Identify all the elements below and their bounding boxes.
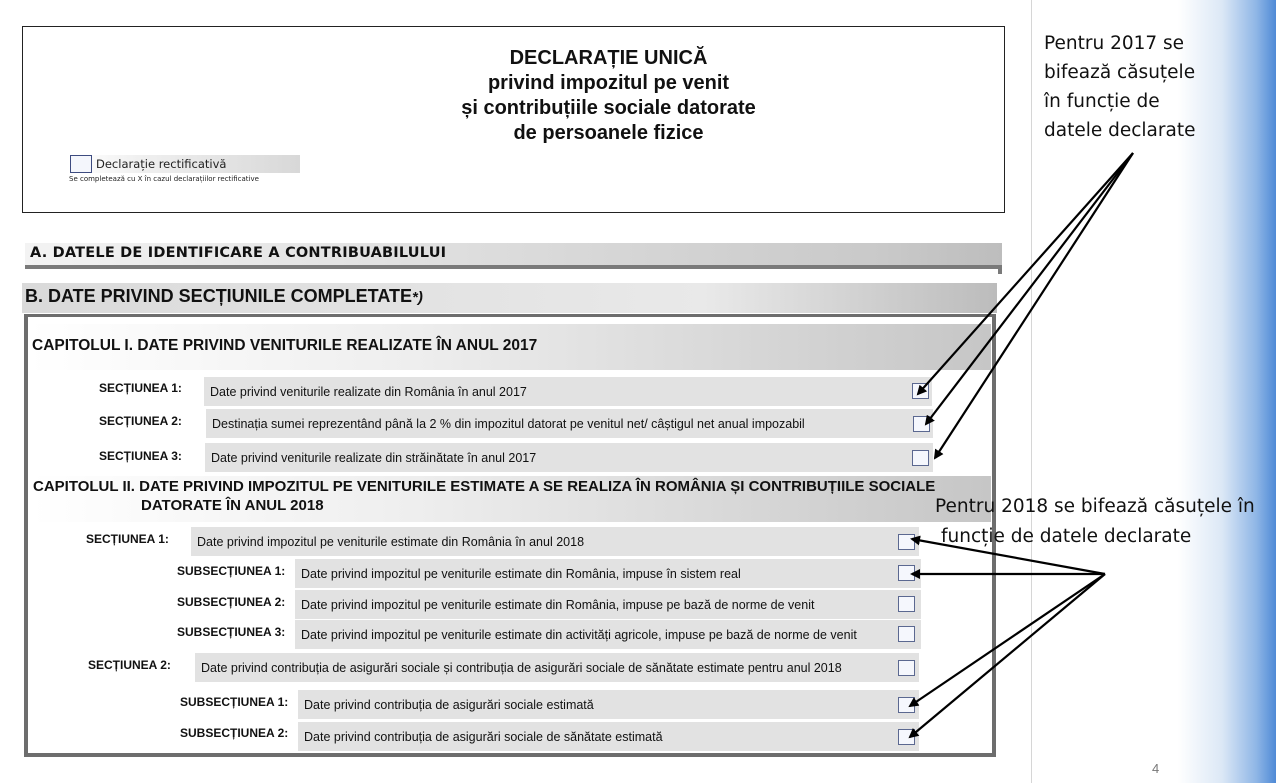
ch2-s2-subsection-1-text: Date privind contribuția de asigurări sociale estimată bbox=[298, 690, 919, 719]
rectificativa-checkbox[interactable] bbox=[70, 155, 92, 173]
annotation-2017-line4: datele declarate bbox=[1044, 120, 1196, 141]
chapter-2-title-line1: CAPITOLUL II. DATE PRIVIND IMPOZITUL PE VENITURILE ESTIMATE A SE REALIZA ÎN ROMÂNIA ȘI CONTRIBUȚIILE SOCIALE bbox=[33, 478, 936, 495]
ch1-section-3-text: Date privind veniturile realizate din străinătate în anul 2017 bbox=[205, 443, 933, 472]
ch1-section-3-checkbox[interactable] bbox=[912, 450, 929, 466]
rectificativa-row bbox=[70, 155, 300, 173]
chapter-1-heading: CAPITOLUL I. DATE PRIVIND VENITURILE REALIZATE ÎN ANUL 2017 bbox=[29, 324, 991, 370]
ch1-section-1-label: SECȚIUNEA 1: bbox=[99, 381, 182, 395]
annotation-2017 bbox=[1044, 29, 1244, 145]
annotation-2017-line3: în funcție de bbox=[1044, 91, 1160, 112]
document-title: DECLARAȚIE UNICĂ bbox=[509, 47, 708, 69]
ch1-section-2-checkbox[interactable] bbox=[913, 416, 930, 432]
section-b-title: B. DATE PRIVIND SECȚIUNILE COMPLETATE bbox=[25, 286, 413, 306]
annotation-2018-line2: funcție de datele declarate bbox=[941, 526, 1192, 547]
ch2-subsection-1-checkbox[interactable] bbox=[898, 565, 915, 581]
ch2-section-2-text: Date privind contribuția de asigurări sociale și contribuția de asigurări sociale de sănătate estimate pentru anul 2018 bbox=[195, 653, 919, 682]
section-b-heading bbox=[22, 283, 997, 313]
annotation-2018 bbox=[935, 492, 1275, 552]
ch2-s2-subsection-2-text: Date privind contribuția de asigurări sociale de sănătate estimată bbox=[298, 722, 919, 751]
annotation-2018-line1: Pentru 2018 se bifează căsuțele în bbox=[935, 496, 1255, 517]
slide-divider-line bbox=[1031, 0, 1032, 783]
ch2-section-2-label: SECȚIUNEA 2: bbox=[88, 658, 171, 672]
ch2-s2-subsection-1-label: SUBSECȚIUNEA 1: bbox=[180, 695, 289, 709]
ch1-section-1-checkbox[interactable] bbox=[912, 383, 929, 399]
ch1-section-2-text: Destinația sumei reprezentând până la 2 % din impozitul datorat pe venitul net/ câștigul net anual impozabil bbox=[206, 409, 933, 438]
ch2-subsection-1-text: Date privind impozitul pe veniturile estimate din România, impuse în sistem real bbox=[295, 559, 921, 588]
section-a-underline bbox=[25, 265, 1002, 269]
ch2-section-1-checkbox[interactable] bbox=[898, 534, 915, 550]
chapter-2-title-line2: DATORATE ÎN ANUL 2018 bbox=[141, 497, 324, 514]
chapter-2-heading bbox=[31, 476, 991, 522]
ch2-subsection-3-text: Date privind impozitul pe veniturile estimate din activități agricole, impuse pe bază de norme de venit bbox=[295, 620, 921, 649]
section-a-corner bbox=[998, 265, 1002, 274]
declaration-title-box bbox=[22, 26, 1005, 213]
ch1-section-3-label: SECȚIUNEA 3: bbox=[99, 449, 182, 463]
ch1-section-1-text: Date privind veniturile realizate din România în anul 2017 bbox=[204, 377, 932, 406]
ch2-subsection-2-label: SUBSECȚIUNEA 2: bbox=[177, 595, 286, 609]
ch2-section-1-text: Date privind impozitul pe veniturile estimate din România în anul 2018 bbox=[191, 527, 919, 556]
rectificativa-note: Se completează cu X în cazul declarațiilor rectificative bbox=[69, 175, 259, 183]
ch2-s2-subsection-2-label: SUBSECȚIUNEA 2: bbox=[180, 726, 289, 740]
annotation-2017-line2: bifează căsuțele bbox=[1044, 62, 1196, 83]
ch2-subsection-3-checkbox[interactable] bbox=[898, 626, 915, 642]
document-subtitle-line2: și contribuțiile sociale datorate bbox=[461, 97, 756, 119]
ch2-subsection-2-checkbox[interactable] bbox=[898, 596, 915, 612]
slide-page-number: 4 bbox=[1152, 761, 1160, 776]
annotation-2017-line1: Pentru 2017 se bbox=[1044, 33, 1185, 54]
ch2-section-1-label: SECȚIUNEA 1: bbox=[86, 532, 169, 546]
section-a-heading: A. DATELE DE IDENTIFICARE A CONTRIBUABILULUI bbox=[25, 243, 1002, 267]
section-b-note-mark: *) bbox=[412, 289, 423, 306]
ch2-section-2-checkbox[interactable] bbox=[898, 660, 915, 676]
ch2-subsection-2-text: Date privind impozitul pe veniturile estimate din România, impuse pe bază de norme de venit bbox=[295, 590, 921, 619]
ch1-section-2-label: SECȚIUNEA 2: bbox=[99, 414, 182, 428]
ch2-subsection-1-label: SUBSECȚIUNEA 1: bbox=[177, 564, 286, 578]
document-subtitle-line1: privind impozitul pe venit bbox=[487, 72, 730, 94]
ch2-subsection-3-label: SUBSECȚIUNEA 3: bbox=[177, 625, 286, 639]
rectificativa-label: Declarație rectificativă bbox=[96, 157, 227, 171]
document-subtitle-line3: de persoanele fizice bbox=[513, 122, 704, 144]
ch2-s2-subsection-2-checkbox[interactable] bbox=[898, 729, 915, 745]
ch2-s2-subsection-1-checkbox[interactable] bbox=[898, 697, 915, 713]
